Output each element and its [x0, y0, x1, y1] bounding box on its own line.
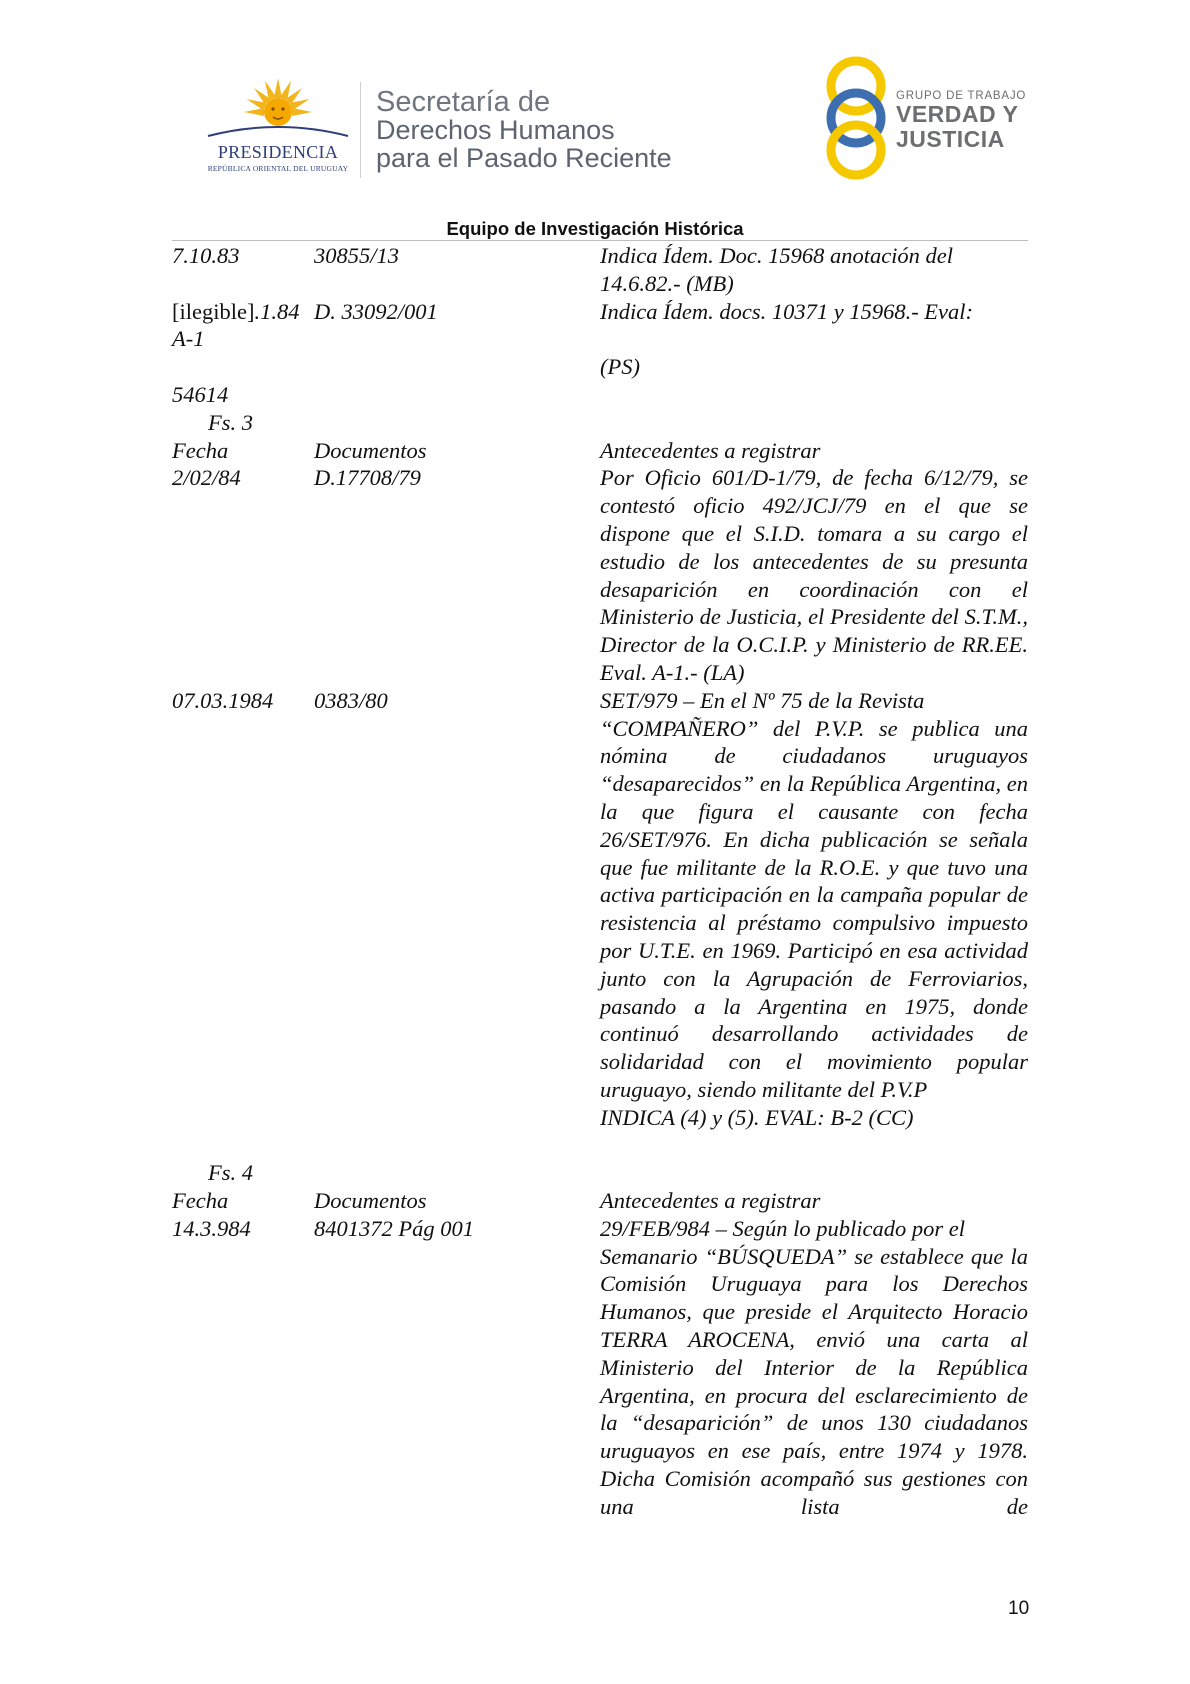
entry-text-last: INDICA (4) y (5). EVAL: B-2 (CC)	[600, 1104, 914, 1130]
fs4-entry	[172, 1215, 1028, 1521]
record-row	[172, 325, 1028, 353]
page-header	[0, 0, 1190, 239]
fs4-label: Fs. 4	[208, 1160, 253, 1186]
logo-divider	[360, 82, 361, 178]
fs4-head-fecha: Fecha	[172, 1188, 229, 1214]
entry-text-first: SET/979 – En el Nº 75 de la Revista	[600, 687, 925, 713]
fs4-header-row	[172, 1187, 1028, 1215]
fs4-head-docs: Documentos	[314, 1188, 427, 1214]
fs3-label: Fs. 3	[208, 409, 253, 435]
grupo-trabajo-logo	[820, 54, 1050, 184]
entry-text-block	[600, 1215, 1028, 1521]
secretaria-line-3: para el Pasado Reciente	[376, 143, 672, 173]
entry-text: Por Oficio 601/D-1/79, de fecha 6/12/79, se contestó oficio 492/JCJ/79 en el que se dispone que el S.I.D. tomara a su cargo el estudio de los antecedentes de su presunta desaparición en coordinación con el Ministerio de Justicia, el Presidente del S.T.M., Director de la O.C.I.P. y Ministerio de RR.EE. Eval. A-1.- (LA)	[600, 465, 1028, 685]
record-row	[172, 381, 1028, 409]
grupo-trabajo-text	[896, 90, 1026, 152]
fs3-entry	[172, 464, 1028, 686]
presidencia-subtitle: REPÚBLICA ORIENTAL DEL URUGUAY	[207, 164, 349, 173]
fs3-label-row	[172, 409, 1028, 437]
team-title: Equipo de Investigación Histórica	[446, 218, 744, 239]
fs3-head-fecha: Fecha	[172, 437, 229, 463]
entry-text-first: 29/FEB/984 – Según lo publicado por el	[600, 1215, 965, 1241]
record-row	[172, 242, 1028, 298]
record-doc: 30855/13	[314, 243, 400, 268]
entry-date: 07.03.1984	[172, 687, 274, 713]
fs4-head-antecedentes: Antecedentes a registrar	[600, 1188, 821, 1214]
grupo-line-3: JUSTICIA	[896, 126, 1005, 152]
record-date: 7.10.83	[172, 243, 240, 268]
record-row	[172, 353, 1028, 381]
presidencia-logo	[198, 78, 358, 178]
fs3-head-antecedentes: Antecedentes a registrar	[600, 437, 821, 463]
entry-text-block	[600, 687, 1028, 1132]
fs3-entry	[172, 687, 1028, 1132]
record-date	[172, 298, 314, 326]
record-row	[172, 298, 1028, 326]
fs4-label-row	[172, 1159, 1028, 1187]
entry-text: “COMPAÑERO” del P.V.P. se publica una nómina de ciudadanos uruguayos “desaparecidos” en la República Argentina, en la que figura el causante con fecha 26/SET/976. En dicha publicación se señala que fue militante de la R.O.E. y que tuvo una activa participación en la campaña popular de resistencia al préstamo compulsivo impuesto por U.T.E. en 1969. Participó en esa actividad junto con la Agrupación de Ferroviarios, pasando a la Argentina en 1975, donde continuó desarrollando actividades de solidaridad con el movimiento popular uruguayo, siendo militante del P.V.P	[600, 715, 1028, 1102]
record-date-suffix: .1.84	[254, 298, 300, 324]
header-rule	[172, 240, 1028, 241]
entry-doc: 8401372 Pág 001	[314, 1215, 474, 1241]
illegible-mark: [ilegible]	[172, 298, 255, 324]
secretaria-line-2: Derechos Humanos	[376, 115, 615, 145]
entry-date: 14.3.984	[172, 1215, 251, 1241]
secretaria-title	[376, 88, 672, 172]
secretaria-line-1: Secretaría de	[376, 86, 551, 118]
entry-date: 2/02/84	[172, 465, 241, 491]
grupo-line-1: GRUPO DE TRABAJO	[896, 90, 1027, 102]
presidencia-name: PRESIDENCIA	[217, 142, 339, 162]
record-number: 54614	[172, 381, 229, 407]
grupo-line-2: VERDAD Y	[896, 101, 1019, 127]
entry-doc: D.17708/79	[314, 465, 421, 491]
entry-doc: 0383/80	[314, 687, 388, 713]
linked-rings-icon	[820, 54, 892, 184]
record-text: Indica Ídem. Doc. 15968 anotación del 14.6.82.- (MB)	[600, 243, 954, 296]
record-text: (PS)	[600, 354, 640, 380]
spacer	[172, 1132, 1028, 1160]
page-number: 10	[1008, 1598, 1030, 1619]
record-doc: D. 33092/001	[314, 298, 438, 324]
entry-text: Semanario “BÚSQUEDA” se establece que la Comisión Uruguaya para los Derechos Humanos, que preside el Arquitecto Horacio TERRA AROCENA, envió una carta al Ministerio del Interior de la República Argentina, en procura del esclarecimiento de la “desaparición” de unos 130 ciudadanos uruguayos en ese país, entre 1974 y 1978. Dicha Comisión acompañó sus gestiones con una lista de	[600, 1243, 1028, 1519]
fs3-head-docs: Documentos	[314, 437, 427, 463]
record-text: Indica Ídem. docs. 10371 y 15968.- Eval:	[600, 298, 974, 324]
fs3-header-row	[172, 437, 1028, 465]
document-body	[172, 242, 1028, 1521]
record-date: A-1	[172, 326, 205, 352]
sun-of-may-icon	[198, 78, 358, 148]
